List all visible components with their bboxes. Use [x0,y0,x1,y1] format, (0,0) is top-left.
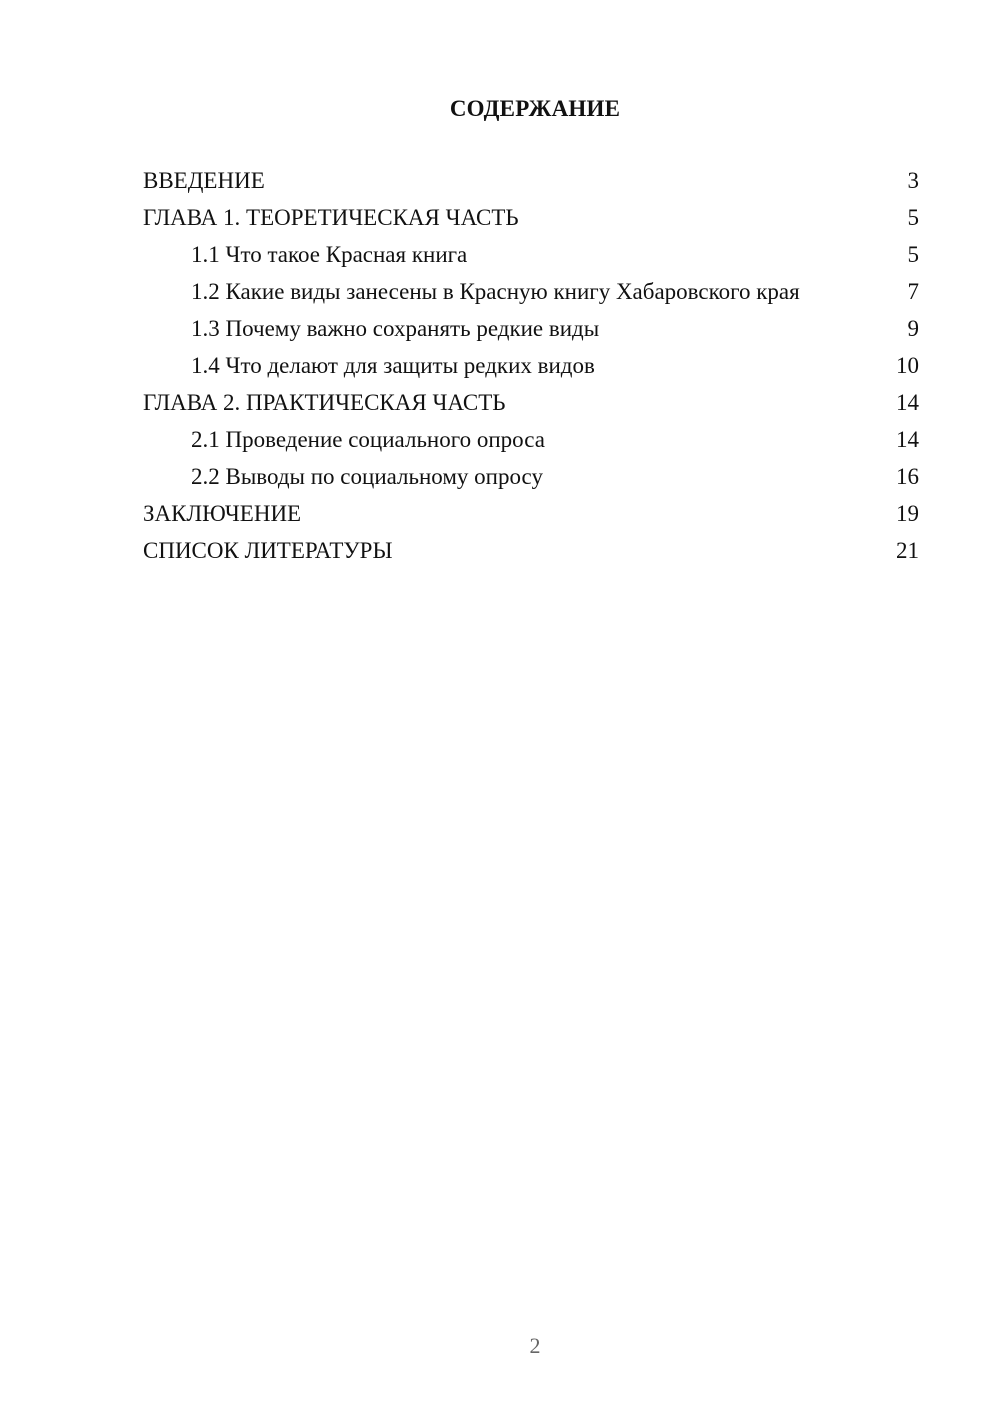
toc-entry-references[interactable] [143,538,919,564]
toc-entry-text: ЗАКЛЮЧЕНИЕ [143,501,302,526]
page-number: 2 [529,1333,541,1358]
toc-entry-section-1-1[interactable] [143,242,919,268]
toc-entry-page: 14 [896,427,919,452]
toc-entry-text: 2.1 Проведение социального опроса [191,427,545,452]
toc-entry-text: 1.1 Что такое Красная книга [191,242,468,267]
toc-entry-page: 16 [896,464,919,489]
toc-entry-conclusion[interactable] [143,501,919,527]
toc-entry-page: 5 [907,242,919,267]
toc-title: СОДЕРЖАНИЕ [449,96,621,121]
toc-entry-page: 9 [907,316,919,341]
toc-entry-text: 1.2 Какие виды занесены в Красную книгу Хабаровского края [191,279,800,304]
toc-entry-text: ГЛАВА 2. ПРАКТИЧЕСКАЯ ЧАСТЬ [143,390,506,415]
toc-entry-text: СПИСОК ЛИТЕРАТУРЫ [143,538,393,563]
toc-entry-page: 14 [896,390,919,415]
toc-entry-introduction[interactable] [143,168,919,194]
toc-entry-section-1-3[interactable] [143,316,919,342]
toc-entry-chapter-2[interactable] [143,390,919,416]
toc-entry-page: 5 [907,205,919,230]
toc-entry-page: 7 [907,279,919,304]
toc-entry-section-1-2[interactable] [143,279,919,305]
toc-entry-text: ГЛАВА 1. ТЕОРЕТИЧЕСКАЯ ЧАСТЬ [143,205,519,230]
toc-entry-text: 1.4 Что делают для защиты редких видов [191,353,595,378]
toc-entry-page: 19 [896,501,919,526]
toc-entry-page: 10 [896,353,919,378]
toc-entry-text: 2.2 Выводы по социальному опросу [191,464,543,489]
toc-entry-page: 3 [907,168,919,193]
toc-entry-section-2-1[interactable] [143,427,919,453]
table-of-contents [143,168,919,575]
toc-entry-text: 1.3 Почему важно сохранять редкие виды [191,316,600,341]
toc-entry-section-1-4[interactable] [143,353,919,379]
toc-entry-section-2-2[interactable] [143,464,919,490]
toc-entry-page: 21 [896,538,919,563]
toc-entry-text: ВВЕДЕНИЕ [143,168,265,193]
toc-entry-chapter-1[interactable] [143,205,919,231]
